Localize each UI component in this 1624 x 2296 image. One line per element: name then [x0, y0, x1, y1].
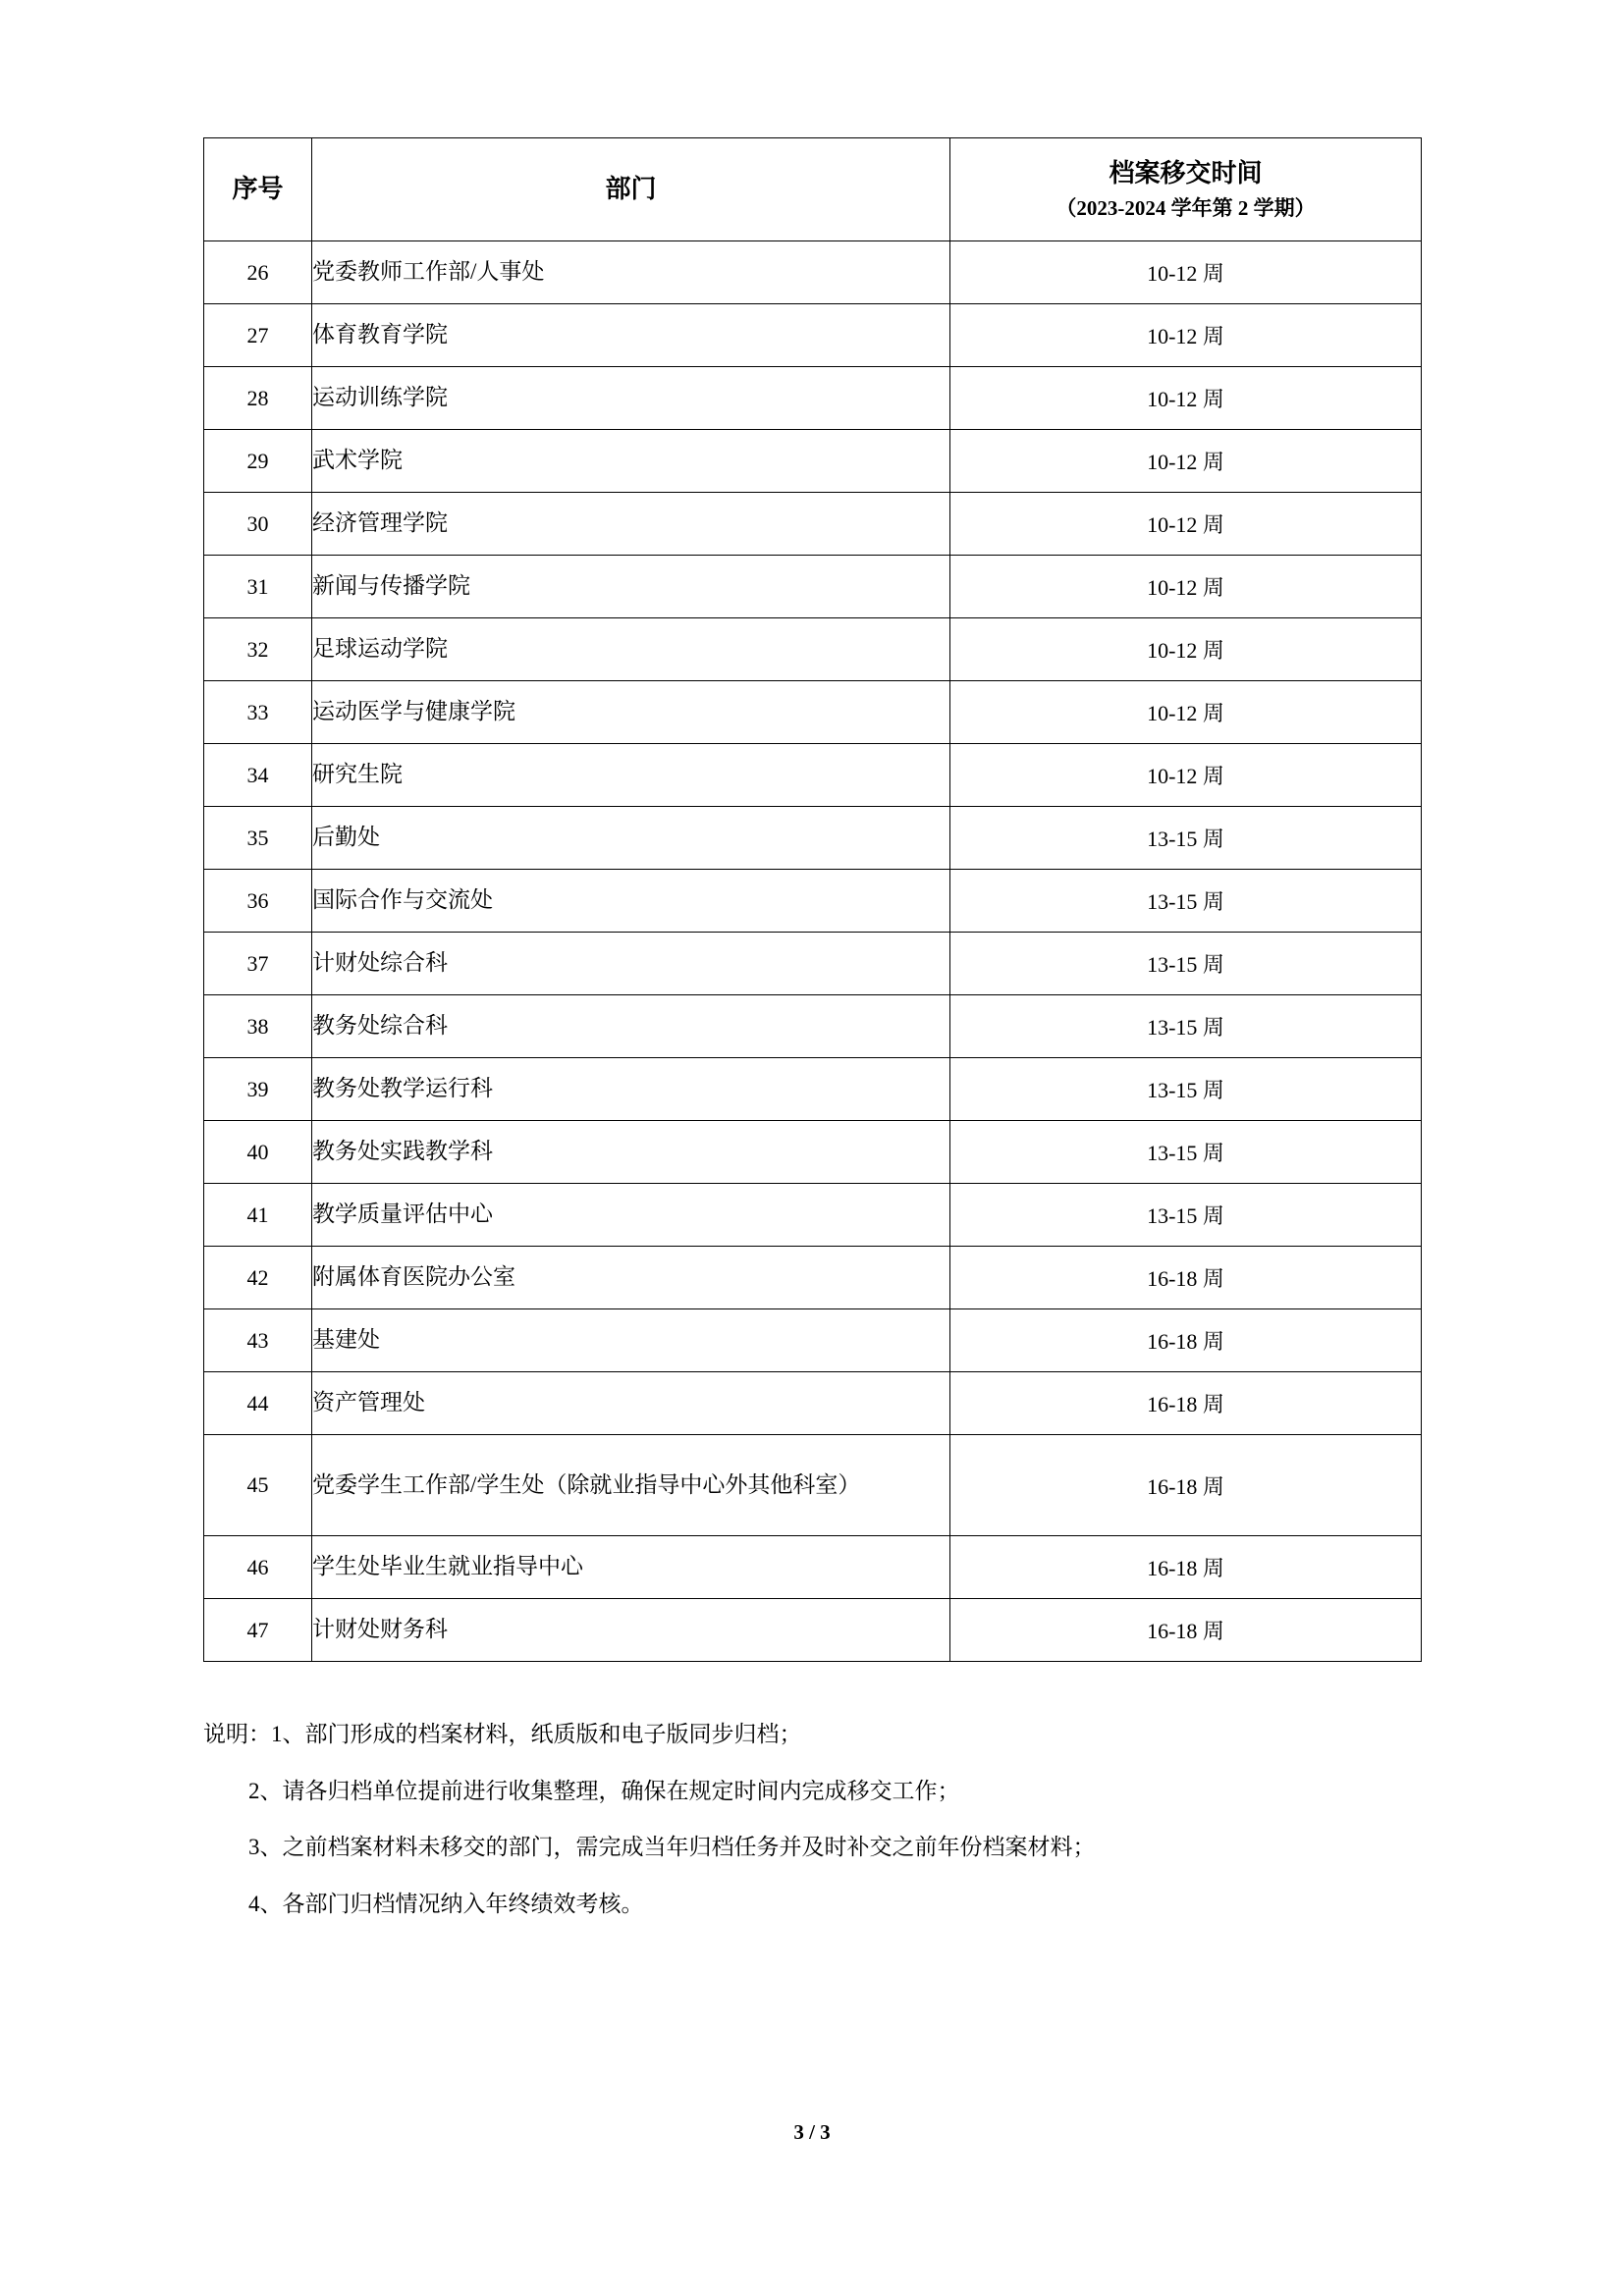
table-row [204, 744, 1422, 807]
row-index: 44 [204, 1372, 312, 1435]
row-index: 35 [204, 807, 312, 870]
row-transfer-time: 10-12 周 [950, 618, 1422, 681]
table-row [204, 933, 1422, 995]
archive-transfer-table [203, 137, 1422, 1662]
row-department: 运动医学与健康学院 [312, 681, 950, 744]
row-transfer-time: 10-12 周 [950, 304, 1422, 367]
row-department: 计财处综合科 [312, 933, 950, 995]
row-transfer-time: 13-15 周 [950, 870, 1422, 933]
row-transfer-time: 10-12 周 [950, 241, 1422, 304]
row-transfer-time: 10-12 周 [950, 493, 1422, 556]
row-index: 31 [204, 556, 312, 618]
row-transfer-time: 16-18 周 [950, 1435, 1422, 1536]
row-department: 体育教育学院 [312, 304, 950, 367]
row-index: 42 [204, 1247, 312, 1309]
table-row [204, 1309, 1422, 1372]
row-transfer-time: 10-12 周 [950, 556, 1422, 618]
header-index: 序号 [204, 138, 312, 241]
page-number: 3 / 3 [793, 2120, 831, 2144]
row-department: 运动训练学院 [312, 367, 950, 430]
row-department: 附属体育医院办公室 [312, 1247, 950, 1309]
row-index: 32 [204, 618, 312, 681]
table-row [204, 241, 1422, 304]
row-index: 40 [204, 1121, 312, 1184]
row-transfer-time: 10-12 周 [950, 681, 1422, 744]
row-transfer-time: 13-15 周 [950, 1058, 1422, 1121]
row-index: 30 [204, 493, 312, 556]
table-row [204, 367, 1422, 430]
header-transfer-time-main: 档案移交时间 [1109, 159, 1263, 188]
row-index: 37 [204, 933, 312, 995]
row-department: 学生处毕业生就业指导中心 [312, 1536, 950, 1599]
row-index: 41 [204, 1184, 312, 1247]
row-index: 26 [204, 241, 312, 304]
row-transfer-time: 16-18 周 [950, 1599, 1422, 1662]
table-row [204, 1372, 1422, 1435]
row-index: 47 [204, 1599, 312, 1662]
table-row [204, 618, 1422, 681]
table-row [204, 1184, 1422, 1247]
row-transfer-time: 10-12 周 [950, 367, 1422, 430]
row-transfer-time: 16-18 周 [950, 1309, 1422, 1372]
row-transfer-time: 16-18 周 [950, 1536, 1422, 1599]
row-department: 教务处实践教学科 [312, 1121, 950, 1184]
table-header [204, 138, 1422, 241]
notes-block [203, 1713, 1440, 1940]
table-row [204, 556, 1422, 618]
row-index: 34 [204, 744, 312, 807]
table-row [204, 1536, 1422, 1599]
row-transfer-time: 13-15 周 [950, 1184, 1422, 1247]
row-department: 基建处 [312, 1309, 950, 1372]
row-index: 28 [204, 367, 312, 430]
row-department: 教务处教学运行科 [312, 1058, 950, 1121]
row-index: 38 [204, 995, 312, 1058]
table-row [204, 304, 1422, 367]
row-department: 经济管理学院 [312, 493, 950, 556]
table-row [204, 681, 1422, 744]
row-index: 27 [204, 304, 312, 367]
row-department: 新闻与传播学院 [312, 556, 950, 618]
row-transfer-time: 10-12 周 [950, 430, 1422, 493]
table-row [204, 1058, 1422, 1121]
row-index: 29 [204, 430, 312, 493]
row-transfer-time: 16-18 周 [950, 1247, 1422, 1309]
row-transfer-time: 16-18 周 [950, 1372, 1422, 1435]
table-row [204, 493, 1422, 556]
table-row [204, 430, 1422, 493]
row-transfer-time: 10-12 周 [950, 744, 1422, 807]
row-department: 后勤处 [312, 807, 950, 870]
table-row [204, 1435, 1422, 1536]
row-department: 足球运动学院 [312, 618, 950, 681]
row-department: 武术学院 [312, 430, 950, 493]
note-line: 说明：1、部门形成的档案材料，纸质版和电子版同步归档； [203, 1722, 802, 1746]
row-transfer-time: 13-15 周 [950, 807, 1422, 870]
table-row [204, 1599, 1422, 1662]
row-index: 45 [204, 1435, 312, 1536]
table-row [204, 1247, 1422, 1309]
row-department: 国际合作与交流处 [312, 870, 950, 933]
table-header-row [204, 138, 1422, 241]
row-department: 计财处财务科 [312, 1599, 950, 1662]
row-index: 36 [204, 870, 312, 933]
header-transfer-time-sub: （2023-2024 学年第 2 学期） [1056, 196, 1316, 221]
note-line: 2、请各归档单位提前进行收集整理，确保在规定时间内完成移交工作； [248, 1778, 960, 1803]
row-department: 资产管理处 [312, 1372, 950, 1435]
row-department: 党委学生工作部/学生处（除就业指导中心外其他科室） [312, 1435, 950, 1536]
row-index: 39 [204, 1058, 312, 1121]
header-department: 部门 [312, 138, 950, 241]
table-row [204, 995, 1422, 1058]
table-row [204, 807, 1422, 870]
note-line: 4、各部门归档情况纳入年终绩效考核。 [248, 1892, 644, 1917]
row-transfer-time: 13-15 周 [950, 1121, 1422, 1184]
table-row [204, 1121, 1422, 1184]
row-department: 教学质量评估中心 [312, 1184, 950, 1247]
row-index: 46 [204, 1536, 312, 1599]
table-row [204, 870, 1422, 933]
note-line: 3、之前档案材料未移交的部门，需完成当年归档任务并及时补交之前年份档案材料； [248, 1835, 1096, 1860]
row-transfer-time: 13-15 周 [950, 933, 1422, 995]
archive-transfer-table-container [203, 137, 1421, 1662]
row-index: 33 [204, 681, 312, 744]
row-transfer-time: 13-15 周 [950, 995, 1422, 1058]
row-department: 党委教师工作部/人事处 [312, 241, 950, 304]
row-index: 43 [204, 1309, 312, 1372]
table-body [204, 241, 1422, 1662]
header-transfer-time [950, 138, 1422, 241]
row-department: 教务处综合科 [312, 995, 950, 1058]
row-department: 研究生院 [312, 744, 950, 807]
